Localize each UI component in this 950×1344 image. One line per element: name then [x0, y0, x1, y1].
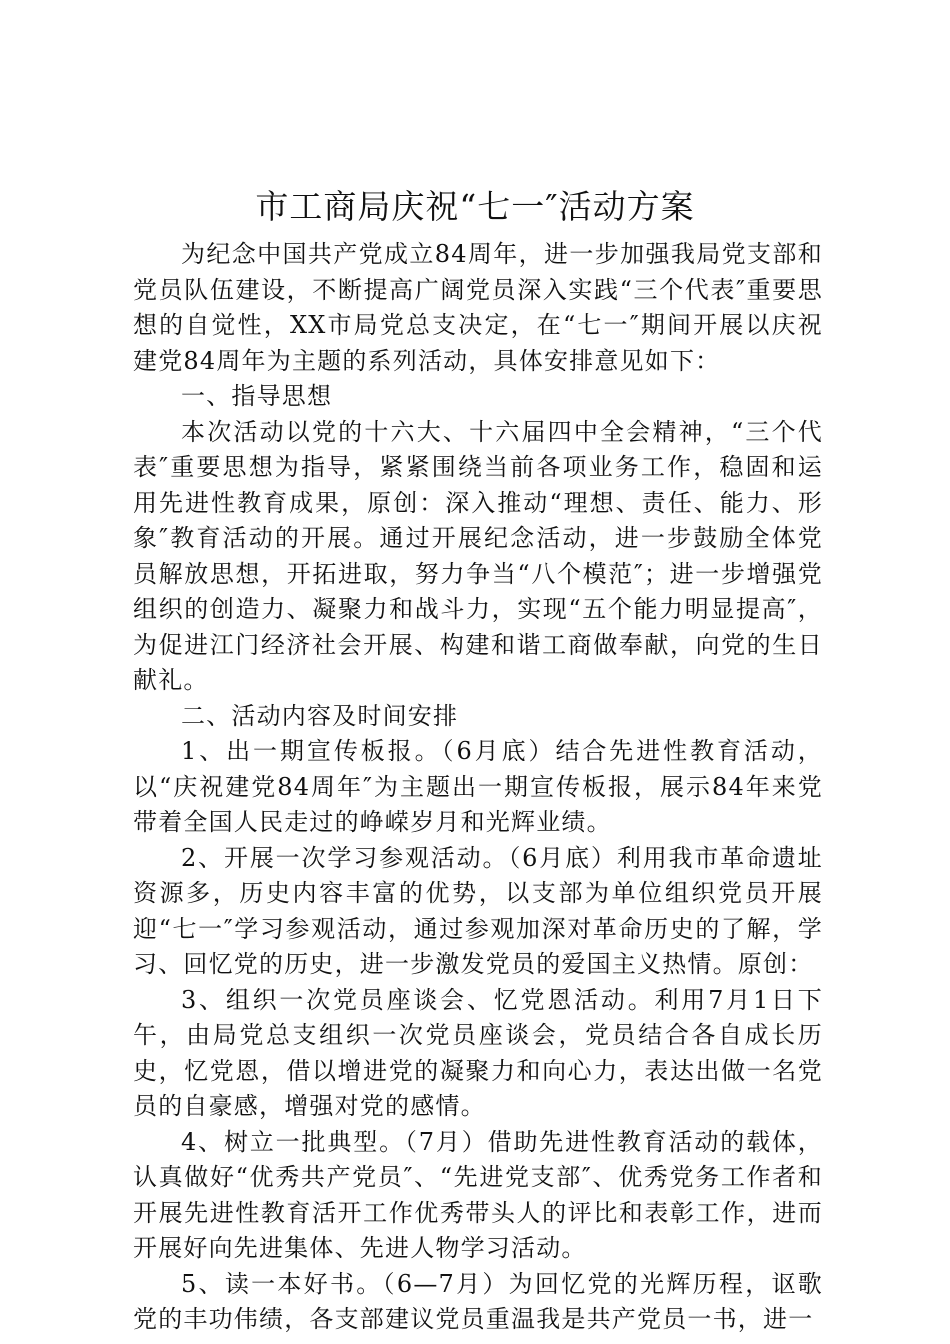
section-heading-activities-schedule: 二、活动内容及时间安排 [181, 701, 459, 730]
activity-item-3: 3、组织一次党员座谈会、忆党恩活动。利用7月1日下午，由局党总支组织一次党员座谈会，党员结合各自成长历史，忆党恩，借以增进党的凝聚力和向心力，表达出做一名党员的自豪感，增强对党的感情。 [133, 985, 823, 1120]
guiding-ideology-paragraph: 本次活动以党的十六大、十六届四中全会精神，“三个代表″重要思想为指导，紧紧围绕当前各项业务工作，稳固和运用先进性教育成果，原创：深入推动“理想、责任、能力、形象″教育活动的开展。通过开展纪念活动，进一步鼓励全体党员解放思想，开拓进取，努力争当“八个模范″；进一步增强党组织的创造力、凝聚力和战斗力，实现“五个能力明显提高″，为促进江门经济社会开展、构建和谐工商做奉献，向党的生日献礼。 [133, 417, 823, 694]
activity-item-1: 1、出一期宣传板报。（6月底）结合先进性教育活动，以“庆祝建党84周年″为主题出一期宣传板报，展示84年来党带着全国人民走过的峥嵘岁月和光辉业绩。 [133, 737, 823, 836]
document-title: 市工商局庆祝“七一″活动方案 [255, 187, 695, 226]
activity-item-4: 4、树立一批典型。（7月）借助先进性教育活动的载体，认真做好“优秀共产党员″、“先进党支部″、优秀党务工作者和开展先进性教育活开工作优秀带头人的评比和表彰工作，进而开展好向先进集体、先进人物学习活动。 [133, 1127, 823, 1262]
activity-item-2: 2、开展一次学习参观活动。（6月底）利用我市革命遗址资源多，历史内容丰富的优势，以支部为单位组织党员开展迎“七一″学习参观活动，通过参观加深对革命历史的了解，学习、回忆党的历史，进一步激发党员的爱国主义热情。原创： [133, 843, 823, 978]
activity-item-5: 5、读一本好书。（6—7月）为回忆党的光辉历程，讴歌党的丰功伟绩，各支部建议党员重温我是共产党员一书，进一 [133, 1269, 823, 1333]
section-heading-guiding-ideology: 一、指导思想 [181, 382, 333, 410]
document-body [133, 237, 823, 1338]
intro-paragraph: 为纪念中国共产党成立84周年，进一步加强我局党支部和党员队伍建设，不断提高广阔党员深入实践“三个代表″重要思想的自觉性，XX市局党总支决定，在“七一″期间开展以庆祝建党84周年为主题的系列活动，具体安排意见如下： [133, 240, 823, 375]
